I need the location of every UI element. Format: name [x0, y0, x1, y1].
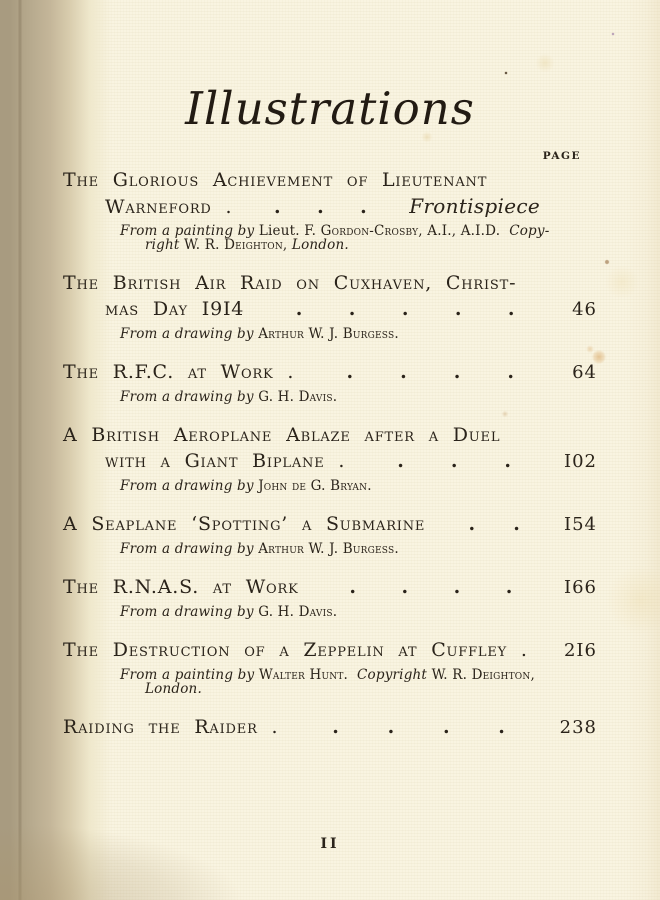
toc-credit-segment: right — [145, 237, 185, 253]
toc-page-number: I66 — [563, 577, 597, 598]
toc-credit-line — [120, 390, 597, 404]
leader-dots — [250, 296, 561, 322]
toc-credit-segment: Deighton — [471, 667, 531, 683]
toc-credit-segment: Lieut. F. — [258, 223, 321, 239]
toc-credit-line — [120, 224, 597, 238]
toc-entry-title: The British Air Raid on Cuxhaven, Christ- — [63, 272, 517, 294]
leader-dots — [238, 194, 403, 220]
toc-page-number: 64 — [572, 362, 597, 383]
toc-credit — [63, 605, 597, 619]
toc-credit-line — [120, 479, 597, 493]
toc-credit-segment: John de G. Bryan. — [258, 478, 372, 494]
page-column-label: PAGE — [542, 150, 581, 162]
toc-entry-line — [63, 296, 597, 323]
toc-credit-segment: From a drawing by — [120, 389, 259, 405]
leader-dots — [431, 511, 558, 537]
toc-entry — [63, 511, 597, 556]
toc-credit-line — [120, 668, 597, 682]
toc-entry — [63, 637, 597, 696]
toc-credit-segment: Copy- — [500, 223, 550, 239]
toc-page-number: 46 — [572, 299, 597, 320]
toc-entry-line — [63, 359, 597, 386]
leader-dots — [284, 714, 553, 740]
leader-dot: . — [348, 298, 357, 320]
toc-page-number: 2I6 — [563, 640, 597, 661]
leader-dot: . — [401, 576, 409, 598]
toc-credit-segment: From a drawing by — [120, 326, 259, 342]
toc-entry-line — [63, 637, 597, 664]
toc-entry-title: Raiding the Raider . — [63, 716, 279, 738]
toc-credit-segment: Arthur W. J. Burgess. — [258, 541, 399, 557]
leader-dot: . — [401, 298, 410, 320]
toc-credit-line — [120, 682, 597, 696]
leader-dot: . — [274, 196, 282, 218]
toc-entry-line — [63, 448, 597, 475]
toc-entry-title: Warneford . — [105, 196, 233, 218]
folio-page-number: II — [320, 836, 340, 852]
leader-dot: . — [468, 513, 476, 535]
leader-dot: . — [450, 450, 459, 472]
toc-entry-line — [63, 167, 597, 193]
toc-credit-segment: , A.I., A.I.D. — [418, 223, 501, 239]
toc-credit — [63, 668, 597, 696]
toc-entry-title: The Destruction of a Zeppelin at Cuffley . — [63, 639, 528, 661]
toc-entry — [63, 422, 597, 493]
leader-dots — [351, 448, 558, 474]
toc-credit-segment: Walter Hunt. — [258, 667, 349, 683]
toc-credit-segment: London. — [291, 237, 349, 253]
leader-dots — [305, 574, 558, 600]
toc-credit-segment: From a drawing by — [120, 604, 259, 620]
leader-dot: . — [317, 196, 325, 218]
leader-dot: . — [442, 716, 451, 738]
toc-entry-title: mas Day I9I4 — [105, 298, 245, 320]
toc-page-number: I02 — [563, 451, 597, 472]
leader-dot: . — [498, 716, 506, 738]
toc-entry-line — [63, 714, 597, 741]
toc-credit-segment: Deighton — [224, 237, 283, 253]
toc-credit-segment: Arthur W. J. Burgess. — [258, 326, 399, 342]
leader-dot: . — [387, 716, 396, 738]
leader-dot: . — [349, 576, 357, 598]
leader-dot: . — [295, 298, 304, 320]
leader-dot: . — [507, 361, 515, 383]
toc-credit — [63, 479, 597, 493]
leader-dot: . — [397, 450, 405, 472]
toc-credit-segment: W. R. — [431, 667, 472, 683]
leader-dot: . — [513, 513, 521, 535]
leader-dots — [300, 359, 561, 385]
toc-credit-segment: Gordon-Crosby — [320, 223, 419, 239]
toc-credit-segment: G. H. Davis. — [258, 389, 338, 405]
toc-entry-line — [63, 511, 597, 538]
page-title: Illustrations — [185, 82, 475, 135]
toc-credit-segment: From a painting by — [120, 667, 259, 683]
toc-entry-line — [63, 193, 597, 220]
toc-page-number: 238 — [559, 717, 597, 738]
toc-page-number: I54 — [563, 514, 597, 535]
toc-credit — [63, 327, 597, 341]
leader-dot: . — [400, 361, 408, 383]
toc-entry — [63, 714, 597, 741]
toc-credit-segment: , — [282, 237, 292, 253]
toc-credit-line — [120, 238, 597, 252]
toc-credit-segment: From a drawing by — [120, 478, 259, 494]
toc-credit — [63, 224, 597, 252]
leader-dot: . — [453, 361, 462, 383]
toc-credit-segment: London. — [145, 681, 202, 697]
toc-entry — [63, 167, 597, 252]
toc-entry — [63, 574, 597, 619]
toc-credit-line — [120, 327, 597, 341]
toc-credit-segment: G. H. Davis. — [258, 604, 338, 620]
leader-dot: . — [505, 576, 514, 598]
toc-credit-line — [120, 605, 597, 619]
toc-credit — [63, 390, 597, 404]
toc-entry-title: A British Aeroplane Ablaze after a Duel — [63, 424, 501, 446]
toc-credit-segment: W. R. — [184, 237, 225, 253]
toc-entry-line — [63, 422, 597, 448]
leader-dot: . — [360, 196, 368, 218]
leader-dot: . — [454, 298, 463, 320]
toc-credit — [63, 542, 597, 556]
toc-credit-segment: From a drawing by — [120, 541, 259, 557]
leader-dot: . — [346, 361, 354, 383]
toc-entry-line — [63, 270, 597, 296]
illustrations-list — [63, 167, 597, 759]
toc-credit-segment: From a painting by — [120, 223, 259, 239]
leader-dot: . — [507, 298, 516, 320]
toc-page-number: Frontispiece — [409, 194, 540, 218]
toc-credit-segment: Copyright — [348, 667, 432, 683]
toc-entry-title: A Seaplane ‘Spotting’ a Submarine — [63, 513, 426, 535]
toc-entry-line — [63, 574, 597, 601]
toc-credit-line — [120, 542, 597, 556]
toc-entry-title: The Glorious Achievement of Lieutenant — [63, 169, 488, 191]
toc-entry — [63, 270, 597, 341]
leader-dot: . — [453, 576, 462, 598]
leader-dot: . — [504, 450, 512, 472]
leader-dot: . — [332, 716, 340, 738]
toc-entry — [63, 359, 597, 404]
toc-entry-title: The R.F.C. at Work . — [63, 361, 295, 383]
toc-credit-segment: , — [530, 667, 535, 683]
toc-entry-title: with a Giant Biplane . — [105, 450, 346, 472]
toc-entry-title: The R.N.A.S. at Work — [63, 576, 299, 598]
